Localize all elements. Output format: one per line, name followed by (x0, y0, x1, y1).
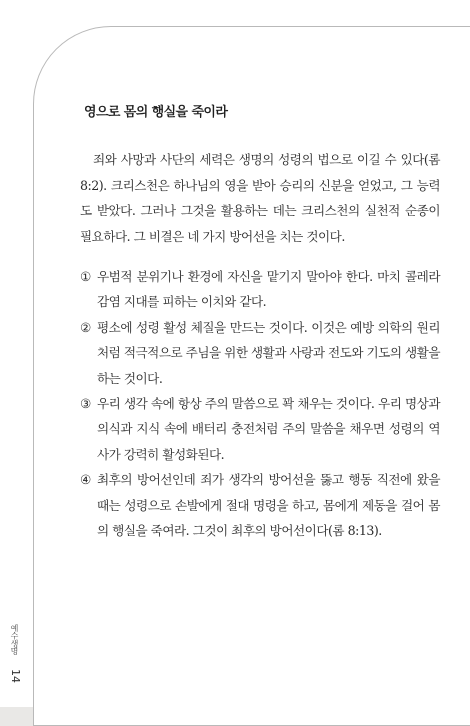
list-marker: ④ (80, 472, 91, 488)
list-item-text: 최후의 방어선인데 죄가 생각의 방어선을 뚫고 행동 직전에 왔을 때는 성령으로 손발에게 절대 명령을 하고, 몸에게 제동을 걸어 몸의 행실을 죽여라. 그것이 최후의 방어선이다(롬 8:13). (97, 472, 440, 539)
list-item (80, 467, 440, 543)
section-heading: 영으로 몸의 행실을 죽이라 (84, 105, 228, 120)
list-item (80, 391, 440, 467)
intro-paragraph: 죄와 사망과 사단의 세력은 생명의 성령의 법으로 이길 수 있다(롬 8:2). 크리스천은 하나님의 영을 받아 승리의 신분을 얻었고, 그 능력도 받았다. 그러나 그것을 활용하는 데는 크리스천의 실천적 순종이 필요하다. 그 비결은 네 가지 방어선을 치는 것이다. (80, 152, 440, 244)
list-marker: ① (80, 269, 91, 285)
defense-line-list (80, 264, 440, 543)
page-footer (9, 624, 23, 688)
list-item-text: 평소에 성령 활성 체질을 만드는 것이다. 이것은 예방 의학의 원리처럼 적극적으로 주님을 위한 생활과 사랑과 전도와 기도의 생활을 하는 것이다. (97, 319, 440, 386)
list-marker: ② (80, 319, 91, 335)
list-marker: ③ (80, 396, 91, 412)
page-content (80, 100, 440, 544)
list-item (80, 315, 440, 391)
list-item (80, 264, 440, 315)
list-item-text: 우범적 분위기나 환경에 자신을 맡기지 말아야 한다. 마치 콜레라 감염 지대를 피하는 이치와 같다. (97, 269, 440, 310)
page-number: 14 (9, 669, 22, 683)
list-item-text: 우리 생각 속에 항상 주의 말씀으로 꽉 채우는 것이다. 우리 명상과 의식과 지식 속에 배터리 충전처럼 주의 말씀을 채우면 성령의 역사가 강력히 활성화된다. (97, 396, 440, 462)
book-title: 예수생명 (10, 624, 19, 655)
